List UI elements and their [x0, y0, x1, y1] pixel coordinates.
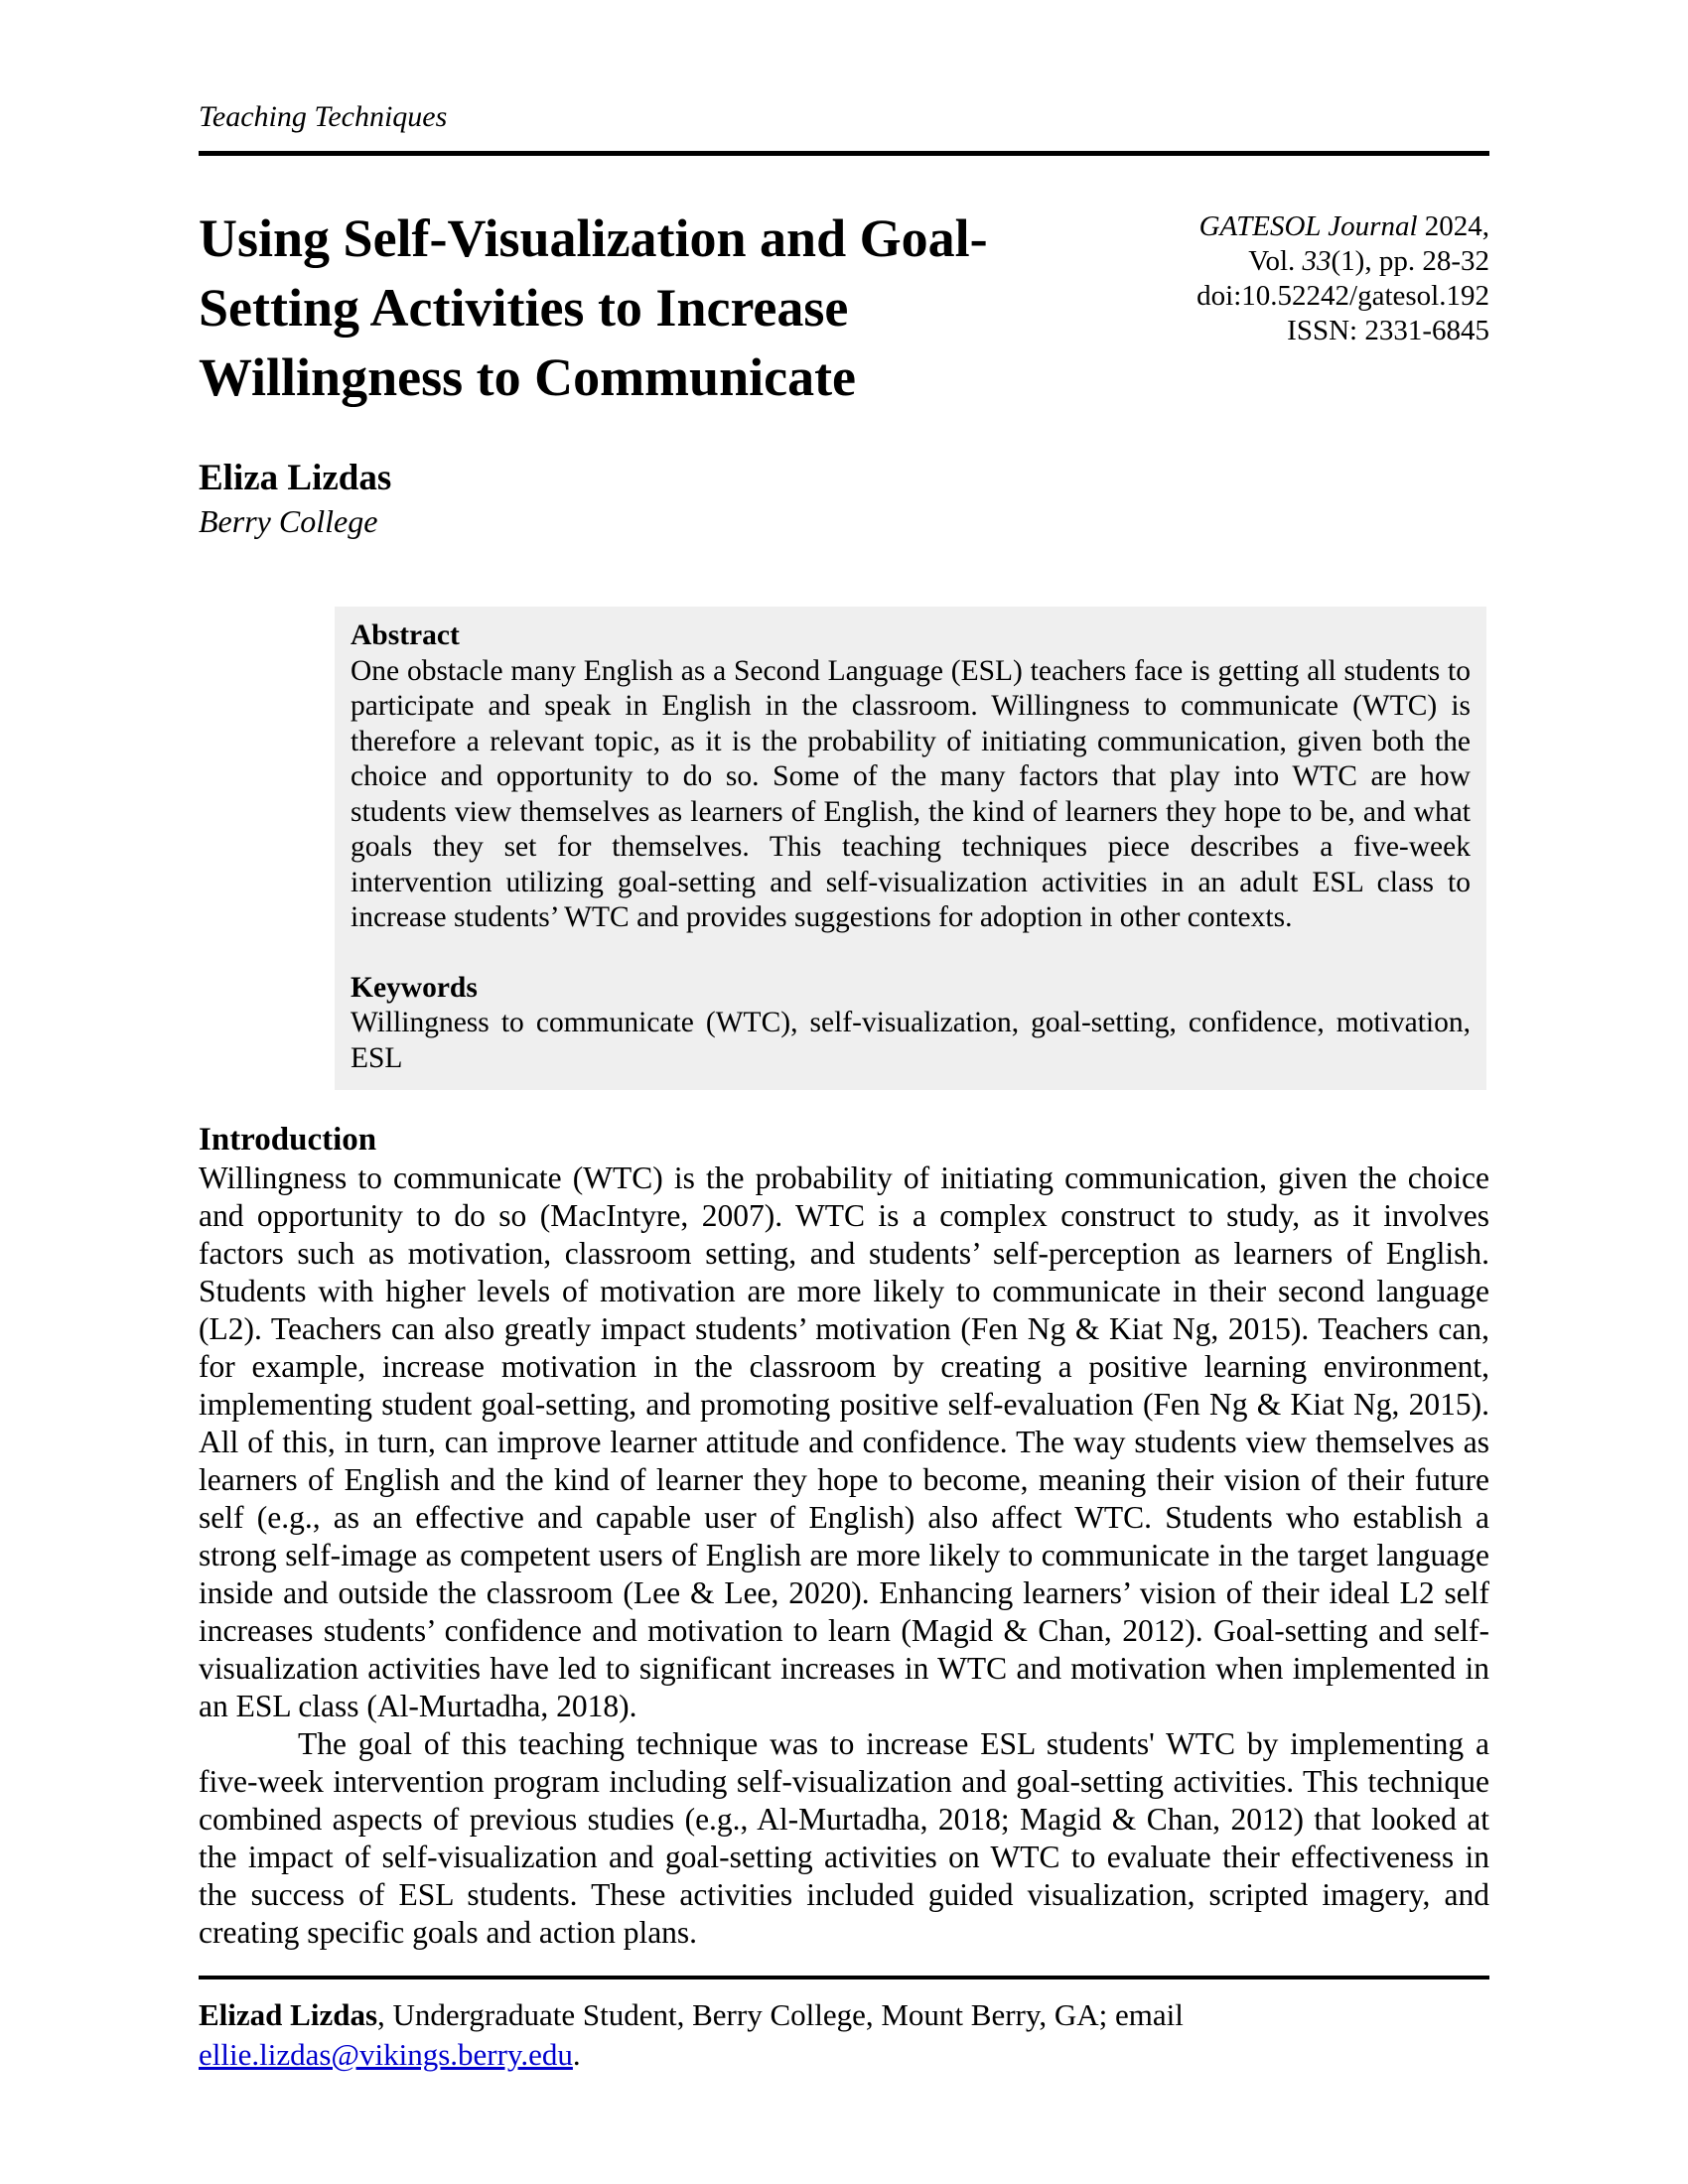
introduction-paragraph-2: The goal of this teaching technique was to increase ESL students' WTC by implementing a five-week intervention program including self-visualization and goal-setting activities. This technique combined aspects of previous studies (e.g., Al-Murtadha, 2018; Magid & Chan, 2012) that looked at the impact of self-visualization and goal-setting activities on WTC to evaluate their effectiveness in the success of ESL students. These activities included guided visualization, scripted imagery, and creating specific goals and action plans.: [199, 1726, 1489, 1950]
header-rule: [199, 151, 1489, 156]
email-link[interactable]: ellie.lizdas@vikings.berry.edu: [199, 2037, 573, 2072]
abstract-text: One obstacle many English as a Second Language (ESL) teachers face is getting all students to participate and speak in English in the classroom. Willingness to communicate (WTC) is therefore a relevant topic, as it is the probability of initiating communication, given both the choice and opportunity to do so. Some of the many factors that play into WTC are how students view themselves as learners of English, the kind of learners they hope to be, and what goals they set for themselves. This teaching techniques piece describes a five-week intervention utilizing goal-setting and self-visualization activities in an adult ESL class to increase students’ WTC and provides suggestions for adoption in other contexts.: [351, 654, 1471, 933]
article-title: Using Self-Visualization and Goal-Setting Activities to Increase Willingness to Communicate: [199, 208, 988, 407]
title-row: [199, 204, 1489, 412]
citation-line-journal: [1068, 209, 1489, 244]
author-note: [199, 1976, 1489, 2075]
running-head: Teaching Techniques: [199, 100, 448, 133]
abstract-box: [335, 607, 1486, 1090]
volume-prefix: Vol.: [1248, 245, 1303, 277]
author-note-name: Elizad Lizdas: [199, 1997, 378, 2032]
author-affiliation: Berry College: [199, 503, 378, 539]
keywords-text: Willingness to communicate (WTC), self-visualization, goal-setting, confidence, motivation, ESL: [351, 1007, 1471, 1074]
abstract-keywords-gap: [351, 936, 1471, 971]
section-heading-introduction: Introduction: [199, 1122, 377, 1158]
footnote-rule: [199, 1976, 1489, 1979]
journal-citation: [1068, 204, 1489, 348]
abstract-heading: Abstract: [351, 619, 460, 651]
introduction-paragraph-1: Willingness to communicate (WTC) is the probability of initiating communication, given the choice and opportunity to do so (MacIntyre, 2007). WTC is a complex construct to study, as it involves factors such as motivation, classroom setting, and students’ self-perception as learners of English. Students with higher levels of motivation are more likely to communicate in their second language (L2). Teachers can also greatly impact students’ motivation (Fen Ng & Kiat Ng, 2015). Teachers can, for example, increase motivation in the classroom by creating a positive learning environment, implementing student goal-setting, and promoting positive self-evaluation (Fen Ng & Kiat Ng, 2015). All of this, in turn, can improve learner attitude and confidence. The way students view themselves as learners of English and the kind of learner they hope to become, meaning their vision of their future self (e.g., as an effective and capable user of English) also affect WTC. Students who establish a strong self-image as competent users of English are more likely to communicate in the target language inside and outside the classroom (Lee & Lee, 2020). Enhancing learners’ vision of their ideal L2 self increases students’ confidence and motivation to learn (Magid & Chan, 2012). Goal-setting and self-visualization activities have led to significant increases in WTC and motivation when implemented in an ESL class (Al-Murtadha, 2018).: [199, 1160, 1489, 1723]
author-note-details: , Undergraduate Student, Berry College, Mount Berry, GA; email: [377, 1997, 1184, 2032]
journal-year: 2024,: [1417, 210, 1489, 242]
volume-number: 33: [1302, 245, 1332, 277]
citation-line-doi: doi:10.52242/gatesol.192: [1196, 280, 1489, 312]
author-note-text: [199, 1995, 1489, 2075]
author-note-period: .: [572, 2037, 581, 2072]
journal-name: GATESOL Journal: [1198, 210, 1418, 242]
citation-line-volume: [1068, 244, 1489, 279]
keywords-heading: Keywords: [351, 971, 478, 1004]
author-name: Eliza Lizdas: [199, 458, 392, 498]
citation-line-issn: ISSN: 2331-6845: [1287, 315, 1489, 346]
volume-pages: (1), pp. 28-32: [1331, 245, 1489, 277]
author-block: [199, 456, 1489, 541]
